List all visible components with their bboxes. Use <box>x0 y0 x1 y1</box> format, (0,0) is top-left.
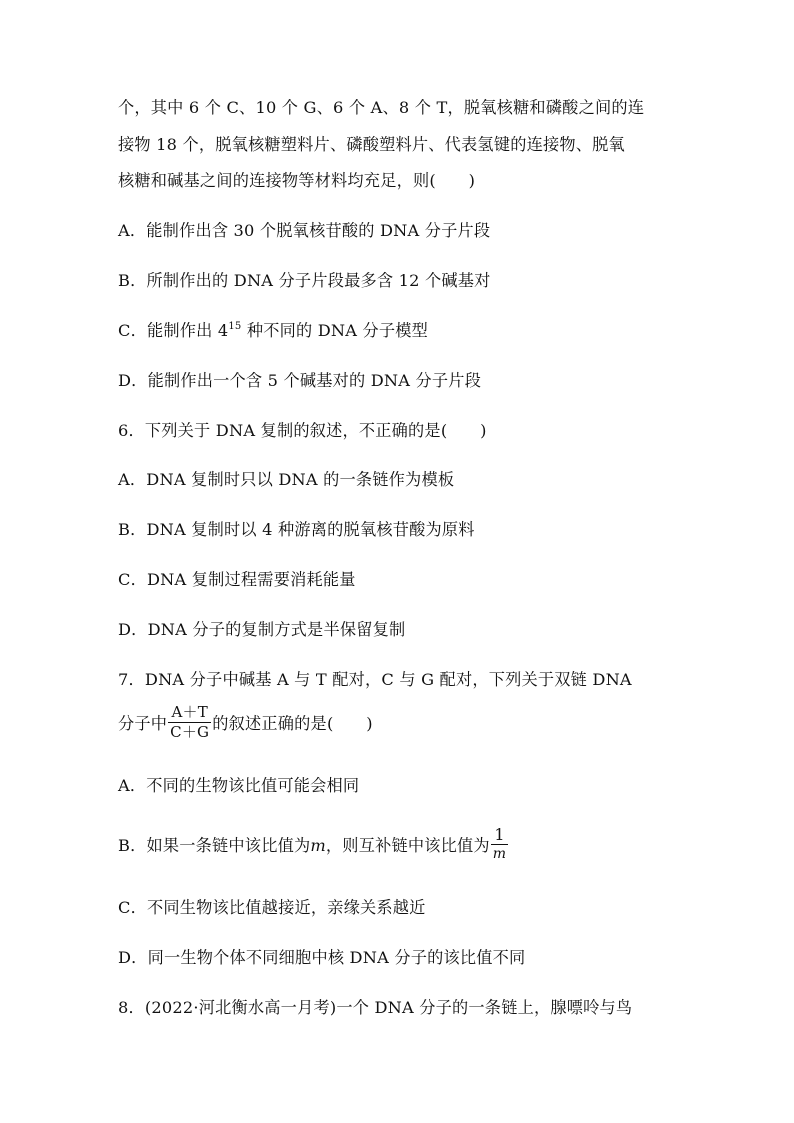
q7-option-b-middle: ，则互补链中该比值为 <box>325 836 490 855</box>
q7-option-b-prefix: B．如果一条链中该比值为 <box>118 836 311 855</box>
ratio-numerator: A＋T <box>168 703 211 723</box>
q7-option-a: A．不同的生物该比值可能会相同 <box>118 776 360 795</box>
q5-option-c-prefix: C．能制作出 4 <box>118 321 229 340</box>
ratio-denominator: C＋G <box>170 723 210 741</box>
q5-stem-line-3: 核糖和碱基之间的连接物等材料均充足，则( ) <box>118 171 476 190</box>
q6-stem: 6．下列关于 DNA 复制的叙述，不正确的是( ) <box>118 421 487 440</box>
q5-option-c-exponent: 15 <box>228 321 242 332</box>
reciprocal-numerator: 1 <box>491 826 508 845</box>
ratio-fraction <box>168 703 211 742</box>
q7-option-b <box>118 826 509 866</box>
q6-option-c: C．DNA 复制过程需要消耗能量 <box>118 570 356 589</box>
reciprocal-fraction <box>491 826 508 863</box>
q5-option-c <box>118 321 428 341</box>
q5-option-d: D．能制作出一个含 5 个碱基对的 DNA 分子片段 <box>118 371 482 390</box>
q5-stem-line-2: 接物 18 个，脱氧核糖塑料片、磷酸塑料片、代表氢键的连接物、脱氧 <box>118 135 625 154</box>
q7-stem-prefix: 分子中 <box>118 714 168 733</box>
q6-option-d: D．DNA 分子的复制方式是半保留复制 <box>118 620 406 639</box>
q5-option-a: A．能制作出含 30 个脱氧核苷酸的 DNA 分子片段 <box>118 221 491 240</box>
q7-stem-line-2 <box>118 705 373 744</box>
variable-m: m <box>310 836 326 855</box>
q5-option-c-suffix: 种不同的 DNA 分子模型 <box>241 321 429 340</box>
q7-option-c: C．不同生物该比值越接近，亲缘关系越近 <box>118 898 426 917</box>
q5-stem-line-1: 个，其中 6 个 C、10 个 G、6 个 A、8 个 T，脱氧核糖和磷酸之间的连 <box>118 98 645 117</box>
q6-option-a: A．DNA 复制时只以 DNA 的一条链作为模板 <box>118 470 455 489</box>
q7-stem-line-1: 7．DNA 分子中碱基 A 与 T 配对，C 与 G 配对，下列关于双链 DNA <box>118 670 632 689</box>
q8-stem: 8．(2022·河北衡水高一月考)一个 DNA 分子的一条链上，腺嘌呤与鸟 <box>118 998 633 1017</box>
reciprocal-denominator: m <box>492 846 507 862</box>
q7-option-d: D．同一生物个体不同细胞中核 DNA 分子的该比值不同 <box>118 948 526 967</box>
q7-stem-suffix: 的叙述正确的是( ) <box>212 714 373 733</box>
q6-option-b: B．DNA 复制时以 4 种游离的脱氧核苷酸为原料 <box>118 520 475 539</box>
q5-option-b: B．所制作出的 DNA 分子片段最多含 12 个碱基对 <box>118 271 491 290</box>
